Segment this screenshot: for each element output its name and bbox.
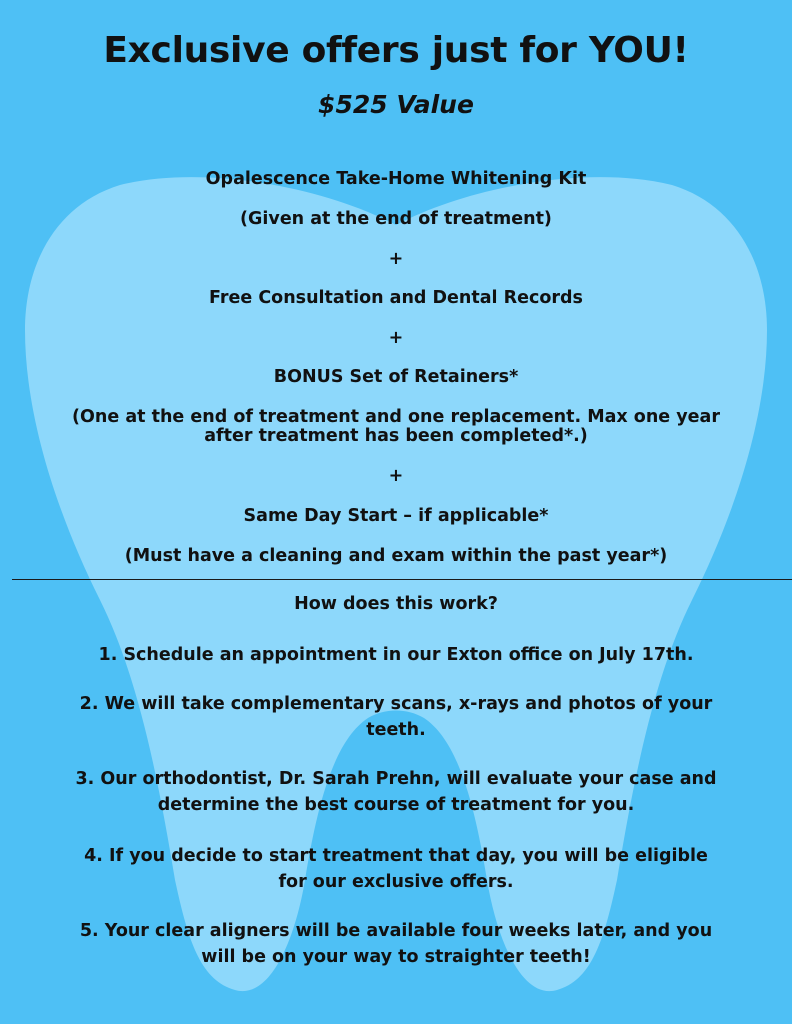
step-4: for our exclusive offers. bbox=[278, 872, 514, 892]
step-3: determine the best course of treatment for you. bbox=[157, 795, 635, 815]
offer-bonus-retainers: BONUS Set of Retainers* bbox=[273, 367, 519, 387]
step-2: teeth. bbox=[366, 720, 426, 740]
step-4: 4. If you decide to start treatment that day, you will be eligible bbox=[84, 846, 708, 866]
step-5: will be on your way to straighter teeth! bbox=[201, 947, 591, 967]
offer-free-consultation: Free Consultation and Dental Records bbox=[209, 288, 583, 308]
page-title: Exclusive offers just for YOU! bbox=[103, 30, 689, 71]
plus-separator: + bbox=[388, 466, 404, 486]
offer-whitening-kit: Opalescence Take-Home Whitening Kit bbox=[205, 169, 587, 189]
step-1: 1. Schedule an appointment in our Exton office on July 17th. bbox=[98, 645, 694, 665]
step-2: 2. We will take complementary scans, x-rays and photos of your bbox=[79, 694, 713, 714]
plus-separator: + bbox=[388, 249, 404, 269]
how-it-works-heading: How does this work? bbox=[294, 594, 498, 614]
offer-whitening-kit-note: (Given at the end of treatment) bbox=[240, 209, 552, 229]
step-5: 5. Your clear aligners will be available four weeks later, and you bbox=[79, 921, 713, 941]
offer-value: $525 Value bbox=[318, 90, 474, 119]
offer-same-day-start: Same Day Start – if applicable* bbox=[243, 506, 549, 526]
offer-same-day-start-note: (Must have a cleaning and exam within the past year*) bbox=[124, 546, 668, 566]
offer-bonus-retainers-note: (One at the end of treatment and one replacement. Max one year bbox=[72, 407, 720, 427]
plus-separator: + bbox=[388, 328, 404, 348]
offer-bonus-retainers-note: after treatment has been completed*.) bbox=[204, 426, 588, 446]
section-divider bbox=[12, 579, 792, 580]
step-3: 3. Our orthodontist, Dr. Sarah Prehn, will evaluate your case and bbox=[75, 769, 717, 789]
